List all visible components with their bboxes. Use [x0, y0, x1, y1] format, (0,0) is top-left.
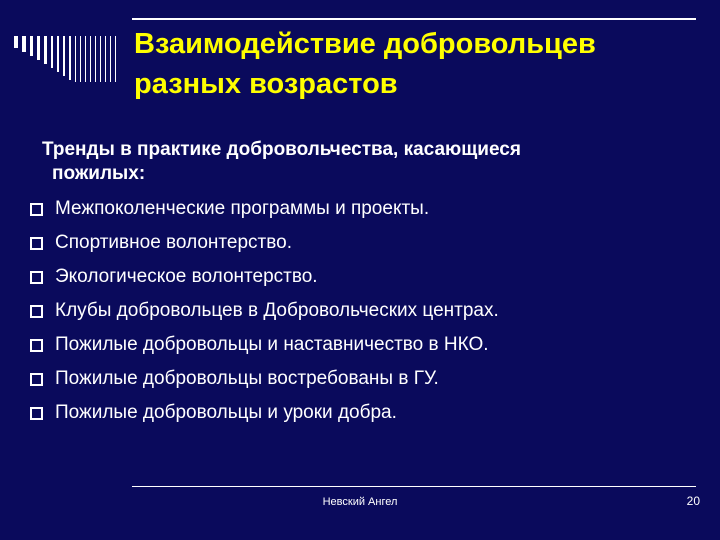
decorative-bar [75, 36, 76, 82]
decorative-bar [44, 36, 47, 64]
list-item [30, 192, 690, 226]
page-number: 20 [686, 494, 700, 508]
list-item-text: Пожилые добровольцы востребованы в ГУ. [55, 368, 439, 389]
decorative-bar [100, 36, 101, 82]
footer-author: Невский Ангел [322, 496, 398, 508]
decorative-bar [51, 36, 53, 68]
title-divider-line [132, 18, 696, 20]
list-item-text: Пожилые добровольцы и уроки добра. [55, 402, 397, 423]
lead-text [42, 138, 690, 186]
list-item-text: Спортивное волонтерство. [55, 232, 292, 253]
trend-list [30, 192, 690, 430]
list-item [30, 294, 690, 328]
decorative-bar [110, 36, 111, 82]
decorative-bar [37, 36, 40, 60]
list-item-text: Экологическое волонтерство. [55, 266, 318, 287]
decorative-bar [63, 36, 65, 76]
decorative-bar [115, 36, 116, 82]
slide-title-line-1: Взаимодействие добровольцев [134, 28, 596, 60]
decorative-bar [22, 36, 26, 52]
slide-title-line-2: разных возрастов [134, 68, 398, 100]
hollow-square-bullet-icon [30, 339, 43, 352]
footer-divider-line [132, 486, 696, 487]
content-body [30, 138, 690, 430]
list-item [30, 260, 690, 294]
decorative-bar [105, 36, 106, 82]
slide-title [134, 24, 704, 104]
decorative-bars-graphic [14, 36, 124, 82]
decorative-bar [69, 36, 71, 80]
list-item [30, 362, 690, 396]
decorative-bar [85, 36, 86, 82]
decorative-bar [90, 36, 91, 82]
list-item-text: Межпоколенческие программы и проекты. [55, 198, 430, 219]
hollow-square-bullet-icon [30, 237, 43, 250]
hollow-square-bullet-icon [30, 407, 43, 420]
decorative-bar [95, 36, 96, 82]
decorative-bar [14, 36, 18, 48]
lead-text-line-1: Тренды в практике добровольчества, касающиеся [42, 139, 521, 160]
decorative-bar [57, 36, 59, 72]
decorative-bar [30, 36, 33, 56]
list-item-text: Пожилые добровольцы и наставничество в НКО. [55, 334, 489, 355]
list-item-text: Клубы добровольцев в Добровольческих центрах. [55, 300, 499, 321]
list-item [30, 396, 690, 430]
hollow-square-bullet-icon [30, 271, 43, 284]
hollow-square-bullet-icon [30, 373, 43, 386]
hollow-square-bullet-icon [30, 203, 43, 216]
lead-text-line-2: пожилых: [52, 163, 146, 184]
list-item [30, 226, 690, 260]
hollow-square-bullet-icon [30, 305, 43, 318]
decorative-bar [80, 36, 81, 82]
list-item [30, 328, 690, 362]
